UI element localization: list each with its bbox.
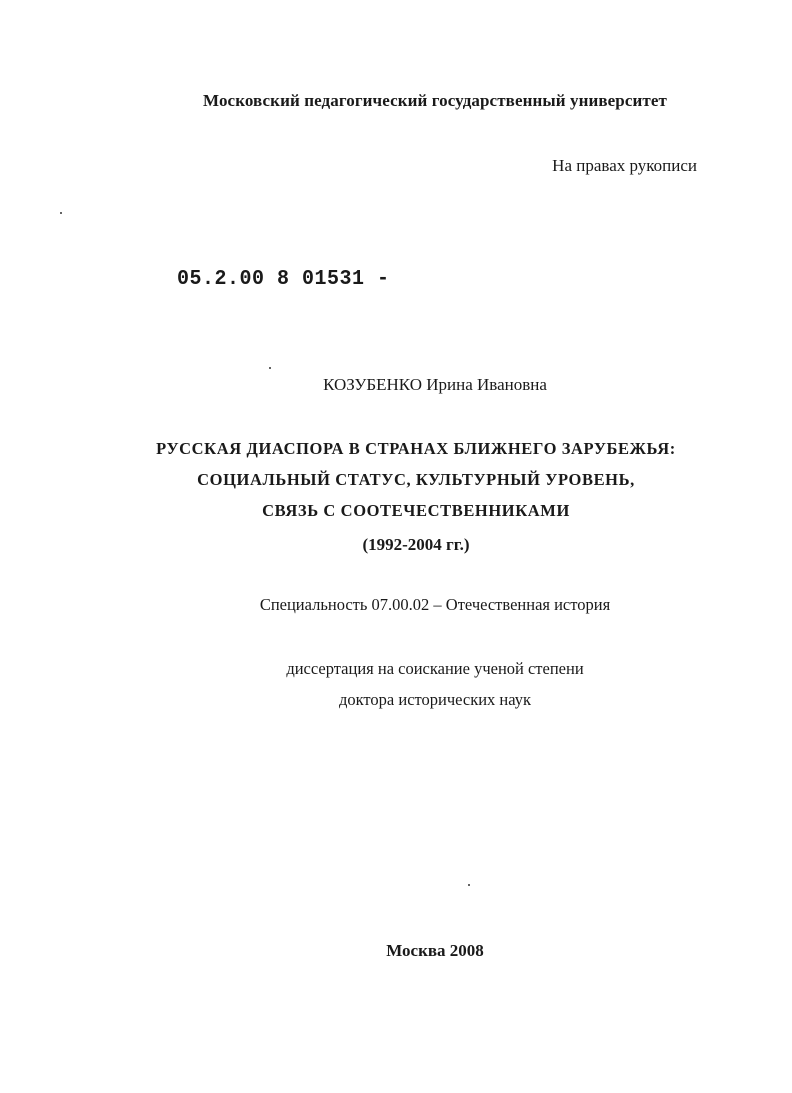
degree-line: доктора исторических наук — [338, 690, 532, 709]
specialty-line: Специальность 07.00.02 – Отечественная история — [259, 595, 611, 614]
university-name: Московский педагогический государственный университет — [203, 91, 667, 110]
dissertation-title-line: СВЯЗЬ С СООТЕЧЕСТВЕННИКАМИ — [262, 501, 570, 520]
manuscript-note: На правах рукописи — [552, 156, 697, 175]
city-year: Москва 2008 — [386, 941, 484, 960]
dissertation-title-line: РУССКАЯ ДИАСПОРА В СТРАНАХ БЛИЖНЕГО ЗАРУБЕЖЬЯ: — [156, 439, 676, 458]
author-name: КОЗУБЕНКО Ирина Ивановна — [323, 375, 547, 394]
degree-line: диссертация на соискание ученой степени — [286, 659, 584, 678]
dissertation-period: (1992-2004 гг.) — [362, 535, 470, 554]
scan-speck — [468, 884, 470, 886]
scan-speck — [269, 367, 271, 369]
registration-code: 05.2.00 8 01531 - — [177, 267, 390, 292]
scan-speck — [60, 212, 62, 214]
dissertation-title-line: СОЦИАЛЬНЫЙ СТАТУС, КУЛЬТУРНЫЙ УРОВЕНЬ, — [197, 470, 635, 489]
